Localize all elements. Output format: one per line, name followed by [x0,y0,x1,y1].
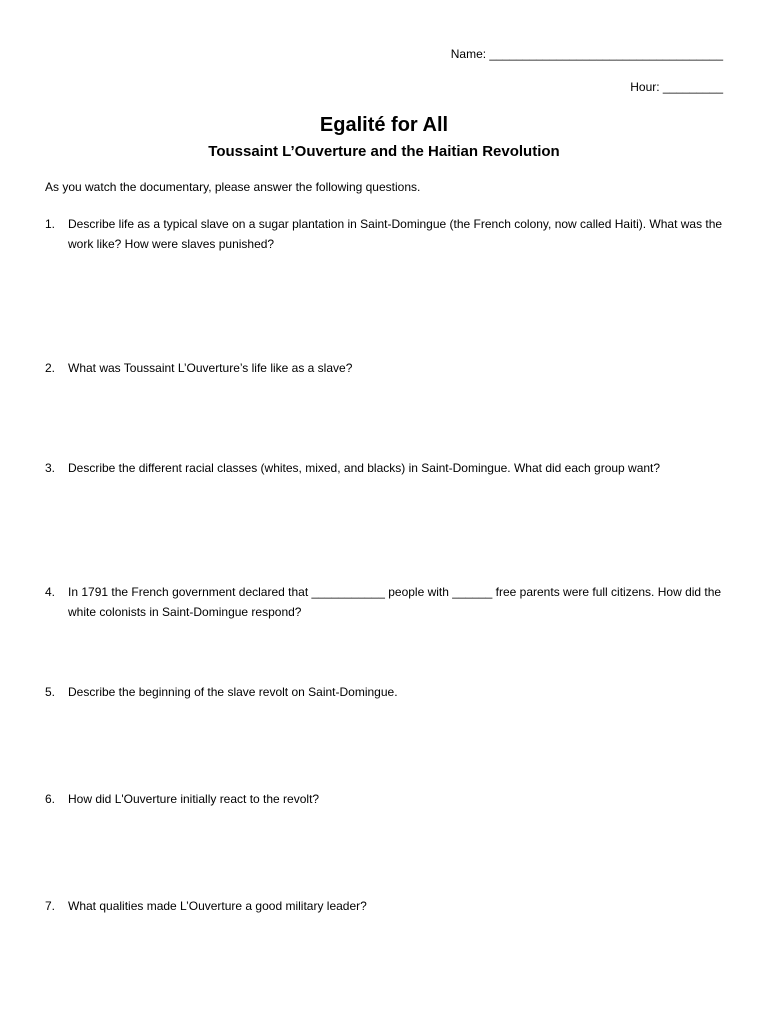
question-text: Describe the beginning of the slave revolt on Saint-Domingue. [68,685,398,699]
question-number: 2. [45,361,56,375]
question-text: In 1791 the French government declared that ___________ people with ______ free parents were full citizens. How did the white colonists in Saint-Domingue respond? [68,585,722,619]
question-7 [45,896,725,916]
page-subtitle: Toussaint L’Ouverture and the Haitian Revolution [208,143,560,160]
question-5 [45,682,725,702]
question-text: What was Toussaint L’Ouverture’s life like as a slave? [68,361,353,375]
question-text: How did L'Ouverture initially react to the revolt? [68,792,320,806]
name-field: Name: ___________________________________ [450,47,723,61]
question-number: 7. [45,899,56,913]
question-text: Describe the different racial classes (whites, mixed, and blacks) in Saint-Domingue. What did each group want? [68,461,661,475]
question-4 [45,582,725,622]
page-title: Egalité for All [319,114,449,136]
question-6 [45,789,725,809]
instructions-text: As you watch the documentary, please answer the following questions. [45,180,421,194]
question-text: What qualities made L’Ouverture a good military leader? [68,899,367,913]
question-3 [45,458,725,478]
question-number: 1. [45,217,56,231]
hour-field: Hour: _________ [630,80,723,94]
question-2 [45,358,725,378]
question-number: 5. [45,685,56,699]
question-number: 3. [45,461,56,475]
question-number: 6. [45,792,56,806]
question-text: Describe life as a typical slave on a sugar plantation in Saint-Domingue (the French colony, now called Haiti). What was the work like? How were slaves punished? [68,217,723,251]
question-number: 4. [45,585,56,599]
question-1 [45,214,725,254]
